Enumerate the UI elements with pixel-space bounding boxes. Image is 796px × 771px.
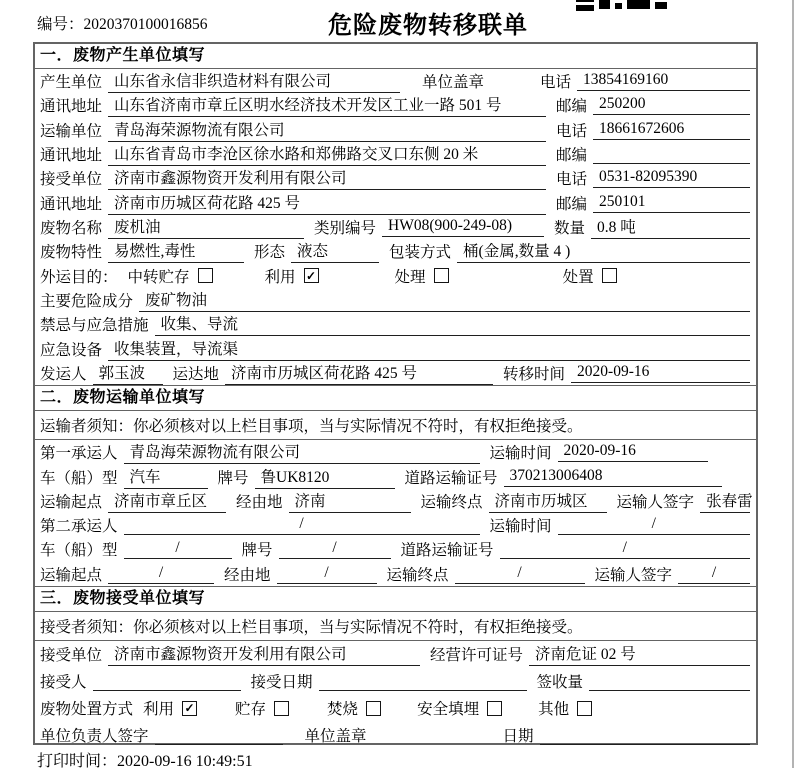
field-value: 桶(金属,数量 4 ) [457, 239, 750, 263]
field-value: 济南市鑫源物资开发利用有限公司 [108, 642, 420, 666]
field-label: 运输时间 [489, 445, 552, 463]
checkbox-unchecked-icon [366, 701, 381, 716]
field-label: 经营许可证号 [430, 647, 524, 665]
checkbox-label: 利用 [264, 268, 296, 286]
form-row [35, 464, 756, 488]
field-value: / [124, 515, 480, 535]
field-label: 通讯地址 [40, 98, 103, 116]
manifest-table [33, 42, 758, 745]
serial-number-line [37, 12, 208, 34]
section2-notice: 运输者须知：你必须核对以上栏目事项，当与实际情况不符时，有权拒绝接受。 [35, 411, 756, 440]
field-label: 运输起点 [40, 493, 103, 511]
field-label: 运输起点 [40, 566, 103, 584]
static-text: 单位盖章 [422, 74, 485, 92]
field-value: 250200 [593, 95, 750, 115]
form-row [35, 215, 756, 239]
field-value: 郭玉波 [93, 361, 163, 385]
field-value: 山东省青岛市李沧区徐水路和郑佛路交叉口东侧 20 米 [108, 142, 546, 166]
checkbox-label: 处置 [562, 268, 594, 286]
field-label: 车（船）型 [40, 469, 118, 487]
checkbox-unchecked-icon [602, 268, 617, 283]
checkbox-unchecked-icon [577, 701, 592, 716]
qr-block [627, 0, 650, 9]
section3-rows [35, 641, 756, 749]
checkbox-unchecked-icon [434, 268, 449, 283]
field-value: 济南市历城区荷花路 425 号 [225, 361, 493, 385]
field-value: 山东省济南市章丘区明水经济技术开发区工业一路 501 号 [108, 93, 546, 117]
form-row [35, 513, 756, 537]
field-label: 主要危险成分 [40, 292, 134, 310]
qr-block [655, 2, 667, 9]
field-label: 道路运输证号 [400, 542, 494, 560]
serial-label: 编号： [37, 16, 84, 33]
checkbox-group [538, 697, 592, 719]
print-time-value: 2020-09-16 10:49:51 [117, 753, 253, 770]
field-value [540, 725, 750, 745]
field-label: 接受人 [40, 674, 87, 692]
checkbox-label: 安全填埋 [417, 701, 480, 719]
field-value [589, 671, 750, 691]
checkbox-group [395, 265, 449, 287]
form-row [35, 69, 756, 93]
qr-block [576, 0, 594, 11]
field-value: 济南市历城区 [489, 489, 607, 513]
field-value: / [277, 564, 377, 584]
field-value: 易燃性,毒性 [108, 239, 244, 263]
page-title: 危险废物转移联单 [328, 13, 528, 39]
checkbox-group [563, 265, 617, 287]
form-row [35, 312, 756, 336]
field-label: 通讯地址 [40, 147, 103, 165]
field-label: 运输人签字 [594, 566, 673, 584]
field-label: 运输人签字 [616, 493, 695, 511]
field-label: 牌号 [241, 542, 273, 560]
field-value: 济南市鑫源物资开发利用有限公司 [108, 166, 546, 190]
form-row [35, 695, 756, 722]
checkbox-group [143, 697, 197, 719]
form-row [35, 239, 756, 263]
field-label: 运达地 [172, 365, 220, 383]
page-edge-divider [792, 0, 794, 768]
field-label: 运输终点 [420, 493, 483, 511]
checkbox-checked-icon: ✓ [304, 268, 319, 283]
static-text: 单位盖章 [304, 728, 367, 746]
field-label: 包装方式 [389, 244, 452, 262]
field-value: 收集、导流 [155, 312, 750, 336]
field-label: 接受日期 [250, 674, 313, 692]
field-value: 济南市章丘区 [108, 489, 226, 513]
checkbox-group [235, 697, 289, 719]
form-row [35, 537, 756, 561]
checkbox-group [327, 697, 381, 719]
field-value: 废矿物油 [139, 288, 750, 312]
serial-number: 2020370100016856 [83, 16, 208, 33]
field-value: 250101 [593, 193, 750, 213]
field-value: 0.8 吨 [591, 215, 750, 239]
field-value: HW08(900-249-08) [382, 217, 544, 237]
field-value: / [678, 564, 750, 584]
qr-block [599, 0, 610, 9]
field-label: 发运人 [40, 365, 87, 383]
field-value: 2020-09-16 [558, 442, 708, 462]
field-value: 2020-09-16 [571, 363, 750, 383]
field-value: 0531-82095390 [593, 168, 750, 188]
field-label: 产生单位 [40, 74, 103, 92]
field-value: 收集装置，导流渠 [108, 337, 750, 361]
field-label: 单位负责人签字 [40, 728, 149, 746]
field-value: 张春雷 [700, 489, 750, 513]
section1-rows [35, 69, 756, 385]
field-value: 废机油 [108, 215, 304, 239]
field-value: 18661672606 [593, 120, 750, 140]
field-label: 外运目的： [40, 268, 118, 286]
field-label: 牌号 [217, 469, 249, 487]
field-value: 济南市历城区荷花路 425 号 [108, 191, 546, 215]
field-value: 济南 [289, 489, 411, 513]
field-label: 经由地 [236, 493, 283, 511]
field-label: 运输终点 [386, 566, 449, 584]
field-value [93, 671, 241, 691]
form-row [35, 489, 756, 513]
field-label: 转移时间 [503, 365, 566, 383]
form-row [35, 440, 756, 464]
field-label: 第一承运人 [40, 445, 118, 463]
field-value: 鲁UK8120 [255, 465, 395, 489]
checkbox-label: 焚烧 [327, 701, 359, 719]
field-label: 接受单位 [40, 171, 103, 189]
form-row [35, 166, 756, 190]
field-label: 废物处置方式 [40, 701, 134, 719]
checkbox-unchecked-icon [487, 701, 502, 716]
field-label: 运输单位 [40, 122, 103, 140]
field-label: 类别编号 [314, 220, 377, 238]
form-row [35, 641, 756, 668]
checkbox-label: 其他 [538, 701, 570, 719]
checkbox-group [128, 265, 213, 287]
form-row [35, 361, 756, 385]
field-value: 13854169160 [577, 71, 750, 91]
checkbox-unchecked-icon [274, 701, 289, 716]
field-value: / [500, 539, 750, 559]
field-value: / [279, 539, 391, 559]
field-label: 数量 [554, 220, 586, 238]
field-label: 邮编 [556, 98, 588, 116]
form-row [35, 288, 756, 312]
field-label: 应急设备 [40, 341, 103, 359]
section2-rows [35, 440, 756, 586]
field-value: 汽车 [124, 465, 208, 489]
checkbox-checked-icon: ✓ [182, 701, 197, 716]
field-value: 370213006408 [504, 467, 722, 487]
field-label: 形态 [254, 244, 286, 262]
field-label: 接受单位 [40, 647, 103, 665]
checkbox-label: 中转贮存 [127, 268, 190, 286]
field-value: 液态 [291, 239, 379, 263]
section1-header: 一．废物产生单位填写 [35, 44, 756, 69]
section3-notice: 接受者须知：你必须核对以上栏目事项，当与实际情况不符时，有权拒绝接受。 [35, 612, 756, 641]
checkbox-label: 利用 [143, 701, 175, 719]
field-label: 邮编 [556, 195, 588, 213]
checkbox-label: 贮存 [235, 701, 267, 719]
field-label: 邮编 [556, 147, 588, 165]
form-row [35, 668, 756, 695]
checkbox-unchecked-icon [198, 268, 213, 283]
field-value [155, 725, 283, 745]
field-label: 第二承运人 [40, 518, 118, 536]
field-label: 废物特性 [40, 244, 103, 262]
field-label: 电话 [556, 122, 588, 140]
field-label: 禁忌与应急措施 [40, 317, 149, 335]
checkbox-group [417, 697, 502, 719]
field-label: 经由地 [224, 566, 271, 584]
checkbox-group [265, 265, 319, 287]
field-label: 道路运输证号 [404, 469, 498, 487]
form-row [35, 562, 756, 586]
field-value [319, 671, 527, 691]
checkbox-label: 处理 [394, 268, 426, 286]
field-value: / [455, 564, 585, 584]
field-label: 车（船）型 [40, 542, 118, 560]
field-label: 通讯地址 [40, 195, 103, 213]
field-label: 日期 [502, 728, 534, 746]
field-value: / [124, 539, 232, 559]
form-row [35, 93, 756, 117]
field-label: 电话 [556, 171, 588, 189]
section2-header: 二．废物运输单位填写 [35, 385, 756, 411]
form-row [35, 118, 756, 142]
qr-code-fragment [576, 0, 667, 9]
form-row [35, 142, 756, 166]
field-value: 青岛海荣源物流有限公司 [124, 440, 480, 464]
form-row [35, 264, 756, 288]
field-value: 山东省永信非织造材料有限公司 [108, 69, 400, 93]
field-value: 青岛海荣源物流有限公司 [108, 118, 546, 142]
form-row [35, 336, 756, 360]
field-label: 运输时间 [489, 518, 552, 536]
field-label: 废物名称 [40, 220, 103, 238]
field-value: / [558, 515, 750, 535]
field-label: 签收量 [536, 674, 584, 692]
field-value: / [108, 564, 214, 584]
field-value [593, 144, 750, 164]
form-row [35, 722, 756, 749]
print-time-label: 打印时间： [37, 753, 118, 770]
section3-header: 三．废物接受单位填写 [35, 586, 756, 612]
field-label: 电话 [540, 74, 572, 92]
qr-block [615, 3, 622, 9]
form-row [35, 191, 756, 215]
field-value: 济南危证 02 号 [529, 642, 750, 666]
